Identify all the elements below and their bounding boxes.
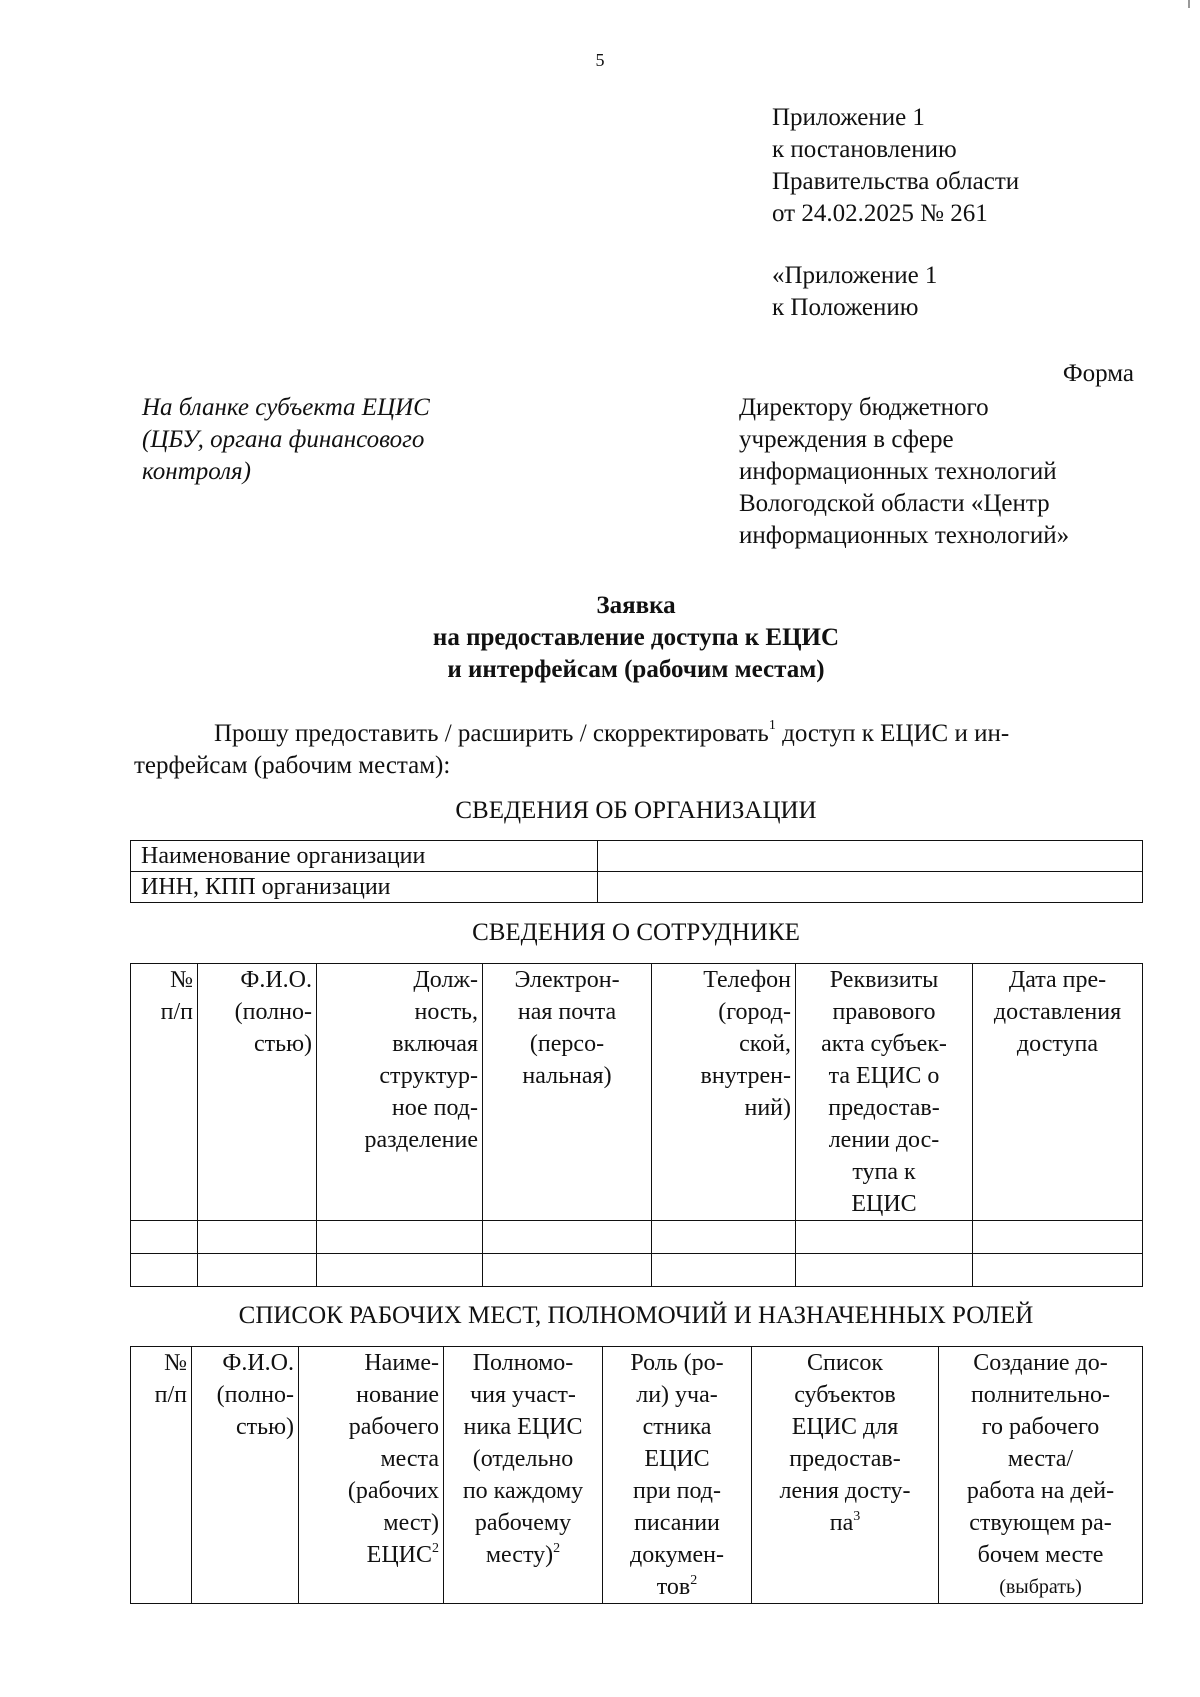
col-fio <box>198 964 317 1221</box>
empty-cell[interactable] <box>652 1254 796 1287</box>
header-text-line: Создание до- <box>973 1350 1108 1376</box>
header-text-line: рабочему <box>474 1510 572 1536</box>
addressee-line: учреждения в сфере <box>739 426 954 453</box>
table-row <box>131 872 1143 903</box>
header-text-line: ли) уча- <box>636 1382 718 1408</box>
col-authority <box>444 1347 603 1604</box>
header-text-line: ствующем ра- <box>969 1510 1112 1536</box>
header-text-line: Реквизиты <box>829 967 939 993</box>
header-text-line: места <box>380 1446 439 1472</box>
header-text-line: Дата пре- <box>1008 967 1107 993</box>
col-position <box>317 964 483 1221</box>
blank-note-line: На бланке субъекта ЕЦИС <box>142 394 430 421</box>
header-text-line: тупа к <box>852 1159 916 1185</box>
header-text-line: ЕЦИС <box>851 1191 917 1217</box>
blank-note-line: контроля) <box>142 458 251 485</box>
addressee-line: информационных технологий» <box>739 522 1070 549</box>
empty-cell[interactable] <box>317 1221 483 1254</box>
header-text-line: структур- <box>379 1063 478 1089</box>
empty-cell[interactable] <box>796 1221 973 1254</box>
workplaces-section-heading: СПИСОК РАБОЧИХ МЕСТ, ПОЛНОМОЧИЙ И НАЗНАЧЕННЫХ РОЛЕЙ <box>238 1302 1034 1329</box>
header-text-line: ний) <box>744 1095 791 1121</box>
appendix-sub-line: «Приложение 1 <box>772 262 938 289</box>
header-text-line: стью) <box>253 1031 312 1057</box>
empty-cell[interactable] <box>973 1254 1143 1287</box>
empty-cell[interactable] <box>317 1254 483 1287</box>
header-text-line: Ф.И.О. <box>222 1350 294 1376</box>
form-label: Форма <box>1062 360 1134 387</box>
appendix-sub-line: к Положению <box>772 294 919 321</box>
col-phone <box>652 964 796 1221</box>
header-text-line: рабочего <box>348 1414 439 1440</box>
header-text-line: полнительно- <box>970 1382 1111 1408</box>
col-number <box>131 964 198 1221</box>
header-text-line: ность, <box>414 999 478 1025</box>
title-line: на предоставление доступа к ЕЦИС <box>432 624 840 651</box>
header-text-line: Телефон <box>703 967 791 993</box>
empty-cell[interactable] <box>198 1254 317 1287</box>
blank-note <box>142 392 430 488</box>
header-text-line: ное под- <box>391 1095 478 1121</box>
header-text-line: нальная) <box>522 1063 612 1089</box>
header-text-line: (полно- <box>216 1382 294 1408</box>
header-text-line: акта субъек- <box>821 1031 947 1057</box>
addressee-line: Директору бюджетного <box>739 394 989 421</box>
footnote-mark: 3 <box>853 1509 861 1524</box>
header-text-line: стью) <box>235 1414 294 1440</box>
org-value-cell[interactable] <box>598 841 1143 872</box>
empty-cell[interactable] <box>131 1254 198 1287</box>
header-text-line: Роль (ро- <box>630 1350 724 1376</box>
header-text-line: при под- <box>632 1478 722 1504</box>
header-text-line: писании <box>634 1510 720 1536</box>
header-text-line: Наиме- <box>364 1350 439 1376</box>
empty-cell[interactable] <box>973 1221 1143 1254</box>
intro-paragraph <box>134 718 1134 782</box>
appendix-line: Правительства области <box>772 168 1020 195</box>
header-text-line: ника ЕЦИС <box>463 1414 583 1440</box>
addressee-block <box>739 392 1069 552</box>
org-section-heading: СВЕДЕНИЯ ОБ ОРГАНИЗАЦИИ <box>455 797 817 824</box>
addressee-line: информационных технологий <box>739 458 1057 485</box>
org-label-cell: ИНН, КПП организации <box>131 872 598 903</box>
header-text-line: предостав- <box>789 1446 901 1472</box>
footnote-mark: 2 <box>690 1573 698 1588</box>
header-text-line: № <box>164 1350 187 1376</box>
header-text-line: бочем месте <box>977 1542 1104 1568</box>
intro-text: Прошу предоставить / расширить / скорректировать <box>214 720 769 747</box>
header-text-line: та ЕЦИС о <box>828 1063 940 1089</box>
col-email <box>483 964 652 1221</box>
intro-text-end: доступ к ЕЦИС и ин- <box>775 720 1010 747</box>
header-text-line: (выбрать) <box>999 1576 1082 1598</box>
header-text-line: места/ <box>1007 1446 1074 1472</box>
header-text-line: правового <box>832 999 936 1025</box>
table-header-row <box>131 964 1143 1221</box>
appendix-line: от 24.02.2025 № 261 <box>772 200 988 227</box>
table-row <box>131 1221 1143 1254</box>
header-text-line: лении дос- <box>828 1127 940 1153</box>
empty-cell[interactable] <box>796 1254 973 1287</box>
employee-section-heading: СВЕДЕНИЯ О СОТРУДНИКЕ <box>472 919 800 946</box>
header-text-line: (город- <box>718 999 791 1025</box>
header-text-line: предостав- <box>828 1095 940 1121</box>
header-text-line: месту) <box>485 1542 554 1568</box>
footnote-mark: 2 <box>553 1541 561 1556</box>
header-text-line: п/п <box>154 1382 187 1408</box>
addressee-line: Вологодской области «Центр <box>739 490 1050 517</box>
table-header-row <box>131 1347 1143 1604</box>
appendix-line: Приложение 1 <box>772 104 925 131</box>
footnote-mark: 1 <box>768 718 776 733</box>
blank-note-line: (ЦБУ, органа финансового <box>142 426 425 453</box>
appendix-block <box>772 102 1019 324</box>
header-text-line: го рабочего <box>981 1414 1100 1440</box>
header-text-line: ная почта <box>517 999 617 1025</box>
appendix-line: к постановлению <box>772 136 957 163</box>
title-line: Заявка <box>596 592 676 619</box>
col-workplace-name <box>299 1347 444 1604</box>
header-text-line: Электрон- <box>514 967 620 993</box>
header-text-line: внутрен- <box>700 1063 791 1089</box>
header-text-line: включая <box>392 1031 478 1057</box>
workplaces-table <box>130 1346 1143 1604</box>
org-label-cell: Наименование организации <box>131 841 598 872</box>
header-text-line: ской, <box>739 1031 791 1057</box>
header-text-line: ЕЦИС <box>644 1446 710 1472</box>
header-text-line: Список <box>806 1350 883 1376</box>
empty-cell[interactable] <box>198 1221 317 1254</box>
col-legal-act <box>796 964 973 1221</box>
col-role <box>603 1347 752 1604</box>
header-text-line: (персо- <box>529 1031 605 1057</box>
empty-cell[interactable] <box>483 1221 652 1254</box>
header-text-line: чия участ- <box>470 1382 576 1408</box>
org-table <box>130 840 1143 903</box>
page-number: 5 <box>595 50 605 70</box>
header-text-line: по каждому <box>462 1478 584 1504</box>
edge-mark <box>1188 0 1190 8</box>
header-text-line: нование <box>356 1382 439 1408</box>
header-text-line: стника <box>642 1414 712 1440</box>
org-value-cell[interactable] <box>598 872 1143 903</box>
header-text-line: ЕЦИС <box>366 1542 432 1568</box>
header-text-line: ления досту- <box>779 1478 911 1504</box>
employee-table <box>130 963 1143 1287</box>
document-title <box>0 590 1200 686</box>
intro-text-line2: терфейсам (рабочим местам): <box>134 752 451 779</box>
empty-cell[interactable] <box>131 1221 198 1254</box>
empty-cell[interactable] <box>483 1254 652 1287</box>
col-workplace-creation <box>939 1347 1143 1604</box>
header-text-line: па <box>829 1510 854 1536</box>
header-text-line: (полно- <box>234 999 312 1025</box>
footnote-mark: 2 <box>432 1541 439 1556</box>
header-text-line: ЕЦИС для <box>791 1414 899 1440</box>
header-text-line: (рабочих <box>347 1478 439 1504</box>
col-access-date <box>973 964 1143 1221</box>
header-text-line: разделение <box>364 1127 478 1153</box>
title-line: и интерфейсам (рабочим местам) <box>447 656 825 683</box>
header-text-line: мест) <box>383 1510 439 1536</box>
header-text-line: доступа <box>1016 1031 1099 1057</box>
header-text-line: субъектов <box>794 1382 896 1408</box>
header-text-line: (отдельно <box>472 1446 574 1472</box>
header-text-line: Полномо- <box>472 1350 574 1376</box>
col-subjects-list <box>752 1347 939 1604</box>
header-text-line: п/п <box>160 999 193 1025</box>
table-row <box>131 841 1143 872</box>
header-text-line: работа на дей- <box>966 1478 1115 1504</box>
header-text-line: тов <box>656 1574 691 1600</box>
header-text-line: № <box>170 967 193 993</box>
header-text-line: Ф.И.О. <box>240 967 312 993</box>
header-text-line: докумен- <box>630 1542 724 1568</box>
header-text-line: Долж- <box>413 967 478 993</box>
col-number <box>131 1347 192 1604</box>
table-row <box>131 1254 1143 1287</box>
empty-cell[interactable] <box>652 1221 796 1254</box>
col-fio <box>192 1347 299 1604</box>
header-text-line: доставления <box>993 999 1122 1025</box>
